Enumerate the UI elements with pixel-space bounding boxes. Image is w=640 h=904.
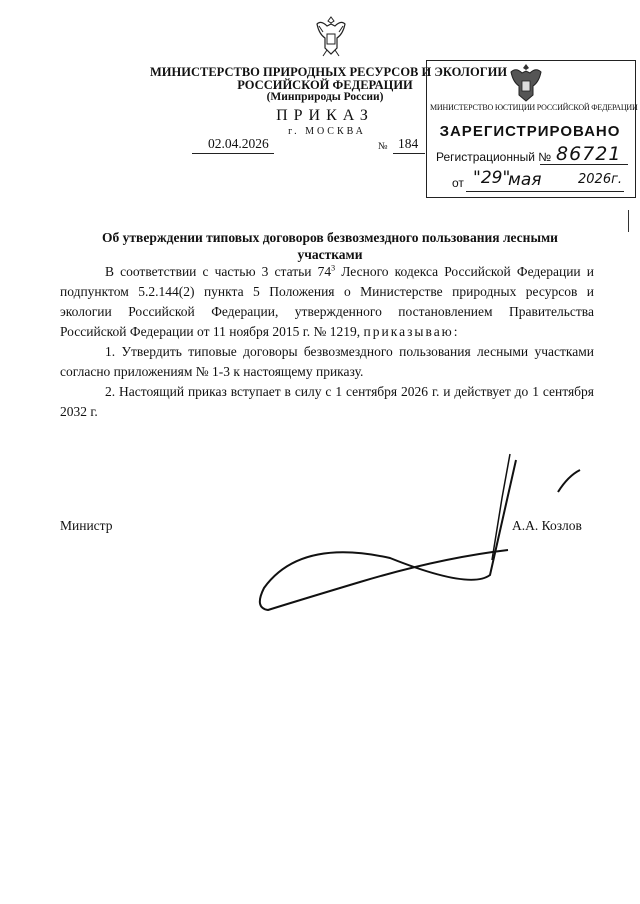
- stamp-emblem-icon: [508, 62, 544, 104]
- stamp-month: мая: [508, 170, 542, 190]
- preamble-text-1: В соответствии с частью 3 статьи 74: [105, 264, 332, 279]
- article-superscript: 3: [331, 263, 336, 273]
- margin-mark: [628, 210, 629, 232]
- document-number: 184: [398, 136, 419, 151]
- document-body: [60, 262, 594, 422]
- number-underline: [393, 153, 425, 154]
- stamp-status: ЗАРЕГИСТРИРОВАНО: [439, 123, 621, 140]
- clause-2: 2. Настоящий приказ вступает в силу с 1 сентября 2026 г. и действует до 1 сентября 2032 г.: [60, 384, 594, 419]
- stamp-date-underline: [466, 191, 624, 192]
- preamble-paragraph: [60, 262, 594, 342]
- stamp-reg-label: Регистрационный №: [436, 150, 552, 164]
- document-title: [40, 229, 620, 263]
- stamp-year: 2026г.: [578, 172, 623, 187]
- order-word: приказываю:: [363, 324, 460, 339]
- stamp-reg-number: 86721: [556, 143, 622, 165]
- preamble-text-2: Лесного кодекса Российской Федерации и подпунктом 5.2.144(2) пункта 5 Положения о Министерстве природных ресурсов и экологии Российской Федерации, утвержденного постановлением Правительства Российской Федерации от 11 ноября 2015 г. № 1219,: [60, 264, 594, 339]
- stamp-organization: МИНИСТЕРСТВО ЮСТИЦИИ РОССИЙСКОЙ ФЕДЕРАЦИИ: [430, 103, 638, 112]
- ministry-name-line1: МИНИСТЕРСТВО ПРИРОДНЫХ РЕСУРСОВ И ЭКОЛОГИИ: [150, 65, 508, 79]
- clause-1: 1. Утвердить типовые договоры безвозмездного пользования лесными участками согласно приложениям № 1-3 к настоящему приказу.: [60, 344, 594, 379]
- ministry-name-line2: РОССИЙСКОЙ ФЕДЕРАЦИИ: [237, 78, 413, 92]
- title-line2: участками: [297, 247, 363, 262]
- coat-of-arms-emblem: [313, 14, 349, 58]
- ministry-short-name: (Минприроды России): [266, 91, 384, 103]
- signer-name: А.А. Козлов: [512, 518, 582, 533]
- number-sign: №: [378, 141, 388, 152]
- date-underline: [192, 153, 274, 154]
- stamp-date-prefix: от: [452, 176, 464, 190]
- document-type: ПРИКАЗ: [276, 107, 374, 124]
- handwritten-signature: [240, 440, 600, 620]
- stamp-reg-underline: [540, 164, 628, 165]
- signer-position: Министр: [60, 518, 113, 533]
- document-date: 02.04.2026: [208, 136, 269, 151]
- document-city: г. МОСКВА: [288, 126, 366, 137]
- stamp-day: "29": [473, 168, 511, 188]
- title-line1: Об утверждении типовых договоров безвозмездного пользования лесными: [102, 230, 558, 245]
